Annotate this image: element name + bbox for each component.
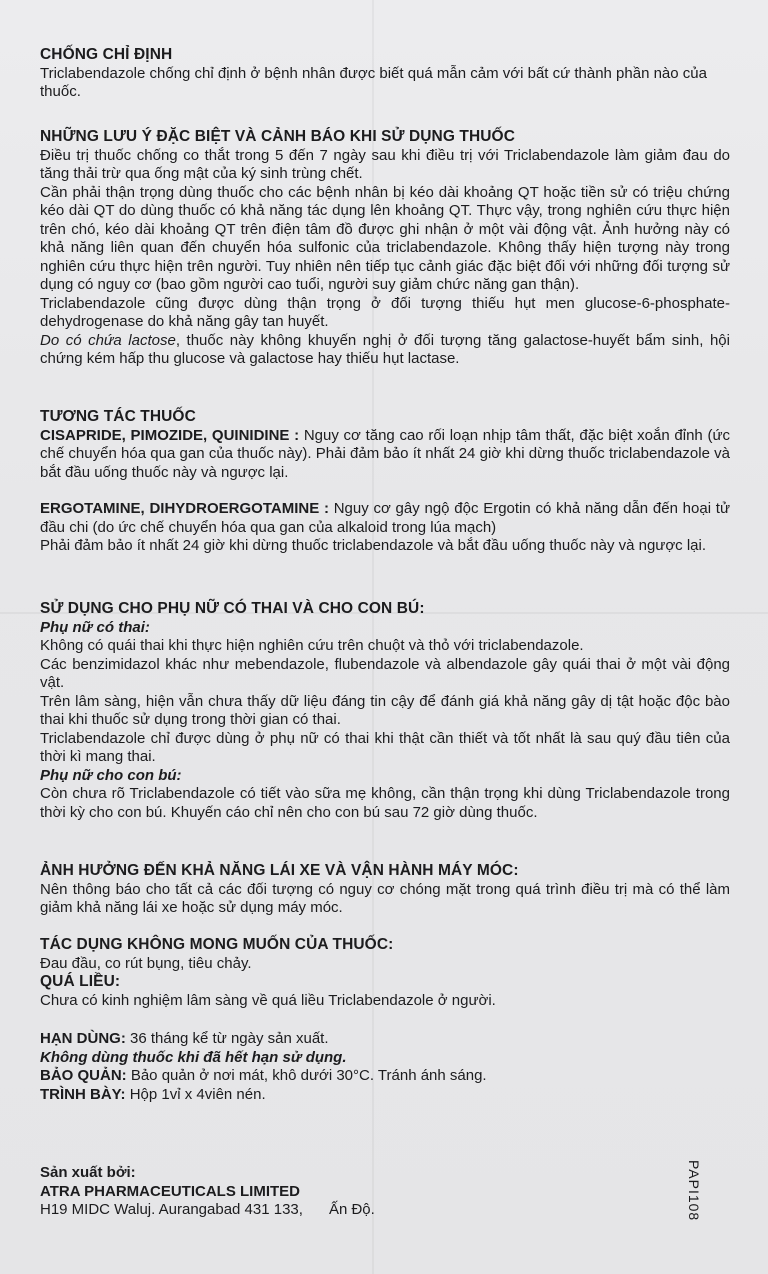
italic-lead: Do có chứa lactose (40, 331, 176, 349)
presentation-line (40, 1086, 730, 1105)
section-interactions (40, 408, 730, 556)
paragraph: Trên lâm sàng, hiện vẫn chưa thấy dữ liệu đáng tin cậy để đánh giá khả năng gây dị tật hoặc độc bào thai khi thuốc sử dụng trong thời gian có thai. (40, 692, 730, 728)
manufacturer-address (40, 1201, 730, 1220)
drug-name: ERGOTAMINE, DIHYDROERGOTAMINE : (40, 500, 329, 517)
print-code: PAPI108 (686, 1160, 702, 1222)
interaction-text: Nguy cơ gây ngộ độc Ergotin có khả năng dẫn đến hoại tử đầu chi (do ức chế chuyển hóa qua gan của alkaloid trong lúa mạch) (40, 500, 730, 536)
country: Ấn Độ. (328, 1201, 375, 1218)
section-manufacturer (40, 1164, 730, 1220)
subheading: Phụ nữ cho con bú: (40, 766, 182, 784)
interaction-item (40, 500, 730, 537)
expiry-line (40, 1030, 730, 1049)
section-text: Triclabendazole chống chỉ định ở bệnh nhân được biết quá mẫn cảm với bất cứ thành phần nào của thuốc. (40, 64, 707, 100)
section-title: ẢNH HƯỞNG ĐẾN KHẢ NĂNG LÁI XE VÀ VẬN HÀNH MÁY MÓC: (40, 862, 519, 879)
label: TRÌNH BÀY: (40, 1085, 126, 1103)
drug-name: CISAPRIDE, PIMOZIDE, QUINIDINE : (40, 426, 300, 444)
section-title: SỬ DỤNG CHO PHỤ NỮ CÓ THAI VÀ CHO CON BÚ: (40, 600, 425, 617)
paragraph: Không có quái thai khi thực hiện nghiên cứu trên chuột và thỏ với triclabendazole. (40, 637, 584, 654)
storage-line (40, 1067, 730, 1086)
value: Hộp 1vỉ x 4viên nén. (125, 1085, 266, 1103)
manufacturer-name: ATRA PHARMACEUTICALS LIMITED (40, 1182, 300, 1200)
manufacturer-label: Sản xuất bởi: (40, 1164, 136, 1181)
section-contraindications (40, 46, 730, 102)
interaction-item (40, 427, 730, 483)
section-side-effects (40, 936, 730, 1010)
paragraph-rest: , thuốc này không khuyến nghị ở đối tượng tăng galactose-huyết bẩm sinh, hội chứng kém hấp thu glucose và galactose hay thiếu hụt lactase. (40, 331, 730, 367)
paragraph: Cần phải thận trọng dùng thuốc cho các bệnh nhân bị kéo dài khoảng QT hoặc tiền sử có triệu chứng kéo dài QT do dùng thuốc có khả năng tác dụng lên khoảng QT. Thực vậy, trong nghiên cứu thực hiện trên chó, kéo dài khoảng QT trên điện tâm đồ được ghi nhận ở một vài động vật. Ảnh hưởng này có khả năng liên quan đến chuyển hóa sulfonic của triclabendazole. Không thấy hiện tượng này trong nghiên cứu thực hiện trên người. Tuy nhiên nên tiếp tục cảnh giác đặc biệt đối với những đối tượng sử dụng có nguy cơ (bao gồm người cao tuổi, người suy giảm chức năng gan thận). (40, 183, 730, 293)
paragraph: Còn chưa rõ Triclabendazole có tiết vào sữa mẹ không, cần thận trọng khi dùng Triclabendazole trong thời kỳ cho con bú. Khuyến cáo chỉ nên cho con bú sau 72 giờ dùng thuốc. (40, 785, 730, 821)
section-title: QUÁ LIỀU: (40, 973, 121, 990)
section-title: TÁC DỤNG KHÔNG MONG MUỐN CỦA THUỐC: (40, 936, 394, 953)
paragraph: Các benzimidazol khác như mebendazole, flubendazole và albendazole gây quái thai ở một vài động vật. (40, 655, 730, 691)
paragraph: Triclabendazole cũng được dùng thận trọng ở đối tượng thiếu hụt men glucose-6-phosphate-dehydrogenase do khả năng gây tan huyết. (40, 294, 730, 330)
label: HẠN DÙNG: (40, 1030, 126, 1047)
paragraph: Đau đầu, co rút bụng, tiêu chảy. (40, 954, 252, 972)
interaction-text: Nguy cơ tăng cao rối loạn nhịp tâm thất, đặc biệt xoắn đỉnh (ức chế chuyển hóa qua gan của thuốc này). Phải đảm bảo ít nhất 24 giờ khi dừng thuốc triclabendazole và bắt đầu uống thuốc này và ngược lại. (40, 426, 730, 481)
section-warnings (40, 128, 730, 369)
section-pregnancy (40, 600, 730, 822)
section-title: CHỐNG CHỈ ĐỊNH (40, 46, 173, 63)
paragraph: Nên thông báo cho tất cả các đối tượng có nguy cơ chóng mặt trong quá trình điều trị mà có thể làm giảm khả năng lái xe hoặc sử dụng máy móc. (40, 880, 730, 916)
section-expiry-storage (40, 1030, 730, 1104)
label: BẢO QUẢN: (40, 1067, 127, 1084)
expiry-warning: Không dùng thuốc khi đã hết hạn sử dụng. (40, 1048, 347, 1066)
value: Bảo quản ở nơi mát, khô dưới 30°C. Tránh ánh sáng. (126, 1067, 487, 1084)
subheading: Phụ nữ có thai: (40, 618, 150, 636)
paragraph (40, 332, 730, 369)
section-title: TƯƠNG TÁC THUỐC (40, 408, 196, 425)
paragraph: Triclabendazole chỉ được dùng ở phụ nữ có thai khi thật cần thiết và tốt nhất là sau quý đầu tiên của thời kì mang thai. (40, 729, 730, 765)
address: H19 MIDC Waluj. Aurangabad 431 133, (40, 1201, 303, 1218)
section-title: NHỮNG LƯU Ý ĐẶC BIỆT VÀ CẢNH BÁO KHI SỬ DỤNG THUỐC (40, 128, 515, 145)
paragraph: Điều trị thuốc chống co thắt trong 5 đến 7 ngày sau khi điều trị với Triclabendazole làm giảm đau do tăng thải trừ qua ống mật của ký sinh trùng chết. (40, 146, 730, 182)
section-driving (40, 862, 730, 918)
interaction-text: Phải đảm bảo ít nhất 24 giờ khi dừng thuốc triclabendazole và bắt đầu uống thuốc này và ngược lại. (40, 537, 707, 554)
value: 36 tháng kể từ ngày sản xuất. (125, 1030, 329, 1047)
paragraph: Chưa có kinh nghiệm lâm sàng về quá liều Triclabendazole ở người. (40, 991, 496, 1009)
